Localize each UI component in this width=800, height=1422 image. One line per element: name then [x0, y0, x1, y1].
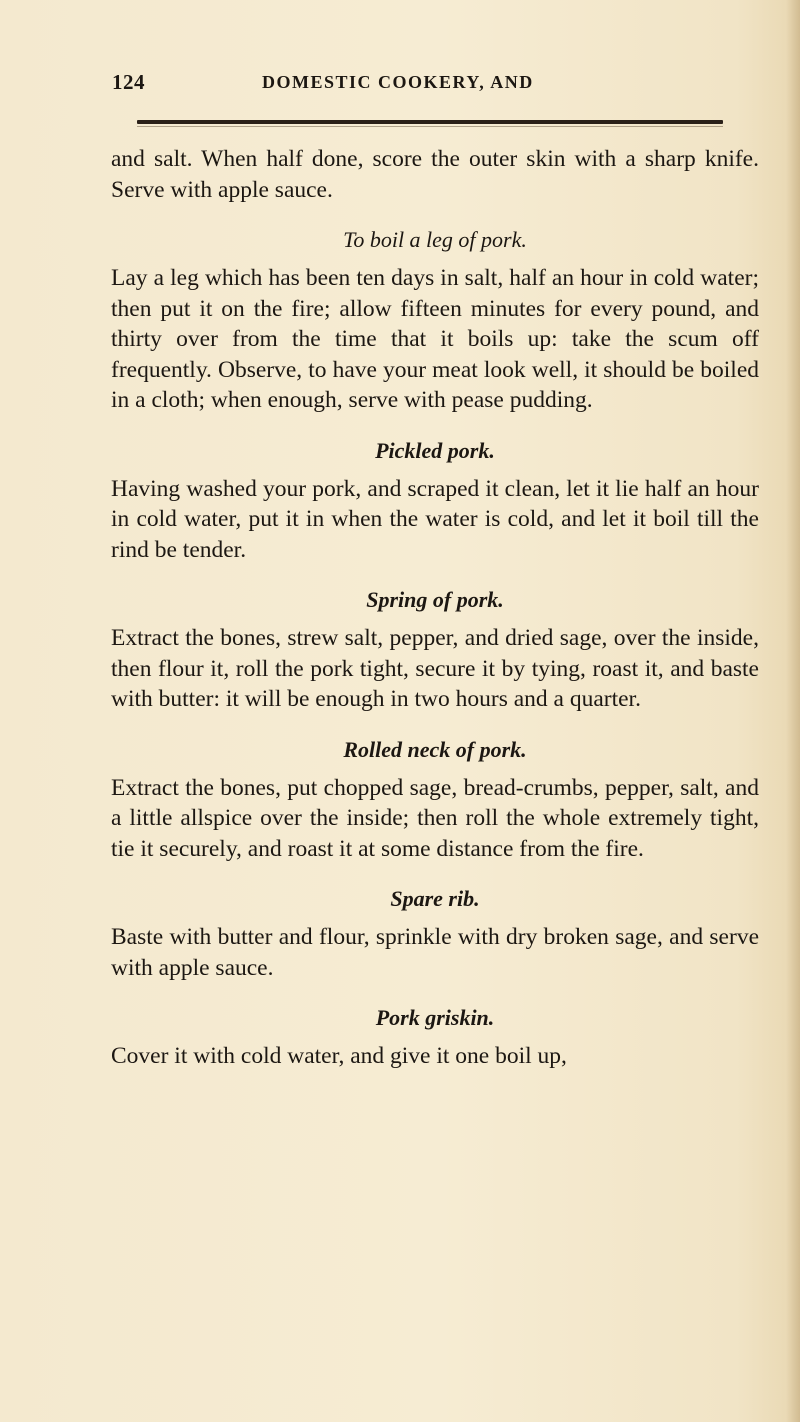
recipe-heading-spare-rib: Spare rib.	[390, 886, 480, 911]
recipe-heading-pickled-pork: Pickled pork.	[375, 437, 495, 463]
recipe-heading-pork-griskin: Pork griskin.	[375, 1005, 495, 1030]
recipe-text-spring-of-pork: Extract the bones, strew salt, pepper, and dried sage, over the inside, then flour it, roll the pork tight, secure it by tying, roast it, and baste with butter: it will be enough in two hours and a quarter.	[111, 625, 759, 712]
recipe-text-boil-leg-of-pork: Lay a leg which has been ten days in salt, half an hour in cold water; then put it on the fire; allow fifteen minutes for every pound, and thirty over from the time that it boils up: take the scum off frequently. Observe, to have your meat look well, it should be boiled in a cloth; when enough, serve with pease pudding.	[111, 265, 759, 413]
page-edge-shadow	[786, 0, 800, 1422]
recipe-heading-rolled-neck-of-pork: Rolled neck of pork.	[343, 736, 527, 762]
recipe-text-rolled-neck-of-pork: Extract the bones, put chopped sage, bread-crumbs, pepper, salt, and a little allspice over the inside; then roll the whole extremely tight, tie it securely, and roast it at some distance from the fire.	[111, 774, 759, 862]
recipe-heading-boil-leg-of-pork: To boil a leg of pork.	[343, 227, 527, 252]
page-body	[111, 144, 759, 1072]
header-rule-shadow	[137, 126, 723, 127]
recipe-text-spare-rib: Baste with butter and flour, sprinkle with dry broken sage, and serve with apple sauce.	[111, 924, 759, 981]
recipe-text-pickled-pork: Having washed your pork, and scraped it clean, let it lie half an hour in cold water, put it in when the water is cold, and let it boil till the rind be tender.	[111, 475, 759, 563]
page-number: 124	[112, 70, 145, 94]
recipe-text-pork-griskin: Cover it with cold water, and give it one boil up,	[111, 1043, 567, 1069]
running-title: DOMESTIC COOKERY, AND	[262, 72, 534, 92]
page-header	[112, 66, 722, 106]
header-rule	[137, 120, 723, 124]
continuation-paragraph: and salt. When half done, score the outer skin with a sharp knife. Serve with apple sauce.	[111, 146, 759, 203]
recipe-heading-spring-of-pork: Spring of pork.	[366, 587, 504, 612]
